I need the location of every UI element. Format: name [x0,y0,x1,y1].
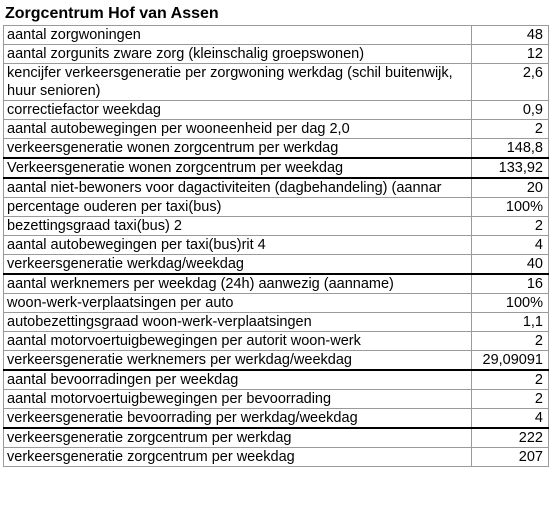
row-label[interactable]: verkeersgeneratie wonen zorgcentrum per werkdag [4,139,472,159]
row-label[interactable]: aantal autobewegingen per taxi(bus)rit 4 [4,236,472,255]
row-value[interactable]: 100% [472,198,549,217]
row-label[interactable]: verkeersgeneratie werkdag/weekdag [4,255,472,275]
row-value[interactable]: 40 [472,255,549,275]
table-row [4,428,549,448]
row-label[interactable]: aantal motorvoertuigbewegingen per autorit woon-werk [4,332,472,351]
row-value[interactable]: 2 [472,120,549,139]
table-row [4,274,549,294]
row-value[interactable]: 207 [472,448,549,467]
row-label[interactable]: bezettingsgraad taxi(bus) 2 [4,217,472,236]
row-value[interactable]: 48 [472,26,549,45]
table-row [4,139,549,159]
row-label[interactable]: aantal autobewegingen per wooneenheid per dag 2,0 [4,120,472,139]
table-row [4,120,549,139]
table-row [4,448,549,467]
row-label[interactable]: woon-werk-verplaatsingen per auto [4,294,472,313]
sheet-title[interactable]: Zorgcentrum Hof van Assen [5,5,219,22]
row-label[interactable]: verkeersgeneratie werknemers per werkdag/weekdag [4,351,472,371]
table-row [4,198,549,217]
table-row [4,294,549,313]
table-row [4,158,549,178]
table-row [4,332,549,351]
row-value[interactable]: 1,1 [472,313,549,332]
row-label[interactable]: aantal niet-bewoners voor dagactiviteiten (dagbehandeling) (aannar [4,178,472,198]
row-label[interactable]: aantal bevoorradingen per weekdag [4,370,472,390]
table-row [4,351,549,371]
row-value[interactable]: 12 [472,45,549,64]
spreadsheet [3,3,548,467]
row-value[interactable]: 2 [472,332,549,351]
row-value[interactable]: 2,6 [472,64,549,101]
row-value[interactable]: 100% [472,294,549,313]
table-row [4,178,549,198]
row-value[interactable]: 133,92 [472,158,549,178]
row-value[interactable]: 4 [472,236,549,255]
row-value[interactable]: 20 [472,178,549,198]
table-row [4,217,549,236]
table-row [4,255,549,275]
row-value[interactable]: 29,09091 [472,351,549,371]
table-row [4,313,549,332]
row-value[interactable]: 148,8 [472,139,549,159]
data-table [3,25,549,467]
table-row [4,64,549,101]
row-label[interactable]: aantal motorvoertuigbewegingen per bevoorrading [4,390,472,409]
row-value[interactable]: 4 [472,409,549,429]
row-label[interactable]: verkeersgeneratie bevoorrading per werkdag/weekdag [4,409,472,429]
row-label[interactable]: aantal zorgwoningen [4,26,472,45]
row-value[interactable]: 2 [472,217,549,236]
row-label[interactable]: percentage ouderen per taxi(bus) [4,198,472,217]
row-value[interactable]: 16 [472,274,549,294]
table-row [4,390,549,409]
table-row [4,236,549,255]
table-row [4,45,549,64]
row-label[interactable]: aantal werknemers per weekdag (24h) aanwezig (aanname) [4,274,472,294]
table-row [4,26,549,45]
row-label[interactable]: kencijfer verkeersgeneratie per zorgwoning werkdag (schil buitenwijk, huur senioren) [4,64,472,101]
row-label[interactable]: autobezettingsgraad woon-werk-verplaatsingen [4,313,472,332]
row-label[interactable]: verkeersgeneratie zorgcentrum per weekdag [4,448,472,467]
row-value[interactable]: 222 [472,428,549,448]
row-label[interactable]: verkeersgeneratie zorgcentrum per werkdag [4,428,472,448]
row-label[interactable]: Verkeersgeneratie wonen zorgcentrum per weekdag [4,158,472,178]
row-value[interactable]: 2 [472,390,549,409]
table-row [4,101,549,120]
row-label[interactable]: correctiefactor weekdag [4,101,472,120]
row-value[interactable]: 2 [472,370,549,390]
table-row [4,370,549,390]
row-label[interactable]: aantal zorgunits zware zorg (kleinschalig groepswonen) [4,45,472,64]
row-value[interactable]: 0,9 [472,101,549,120]
table-row [4,409,549,429]
